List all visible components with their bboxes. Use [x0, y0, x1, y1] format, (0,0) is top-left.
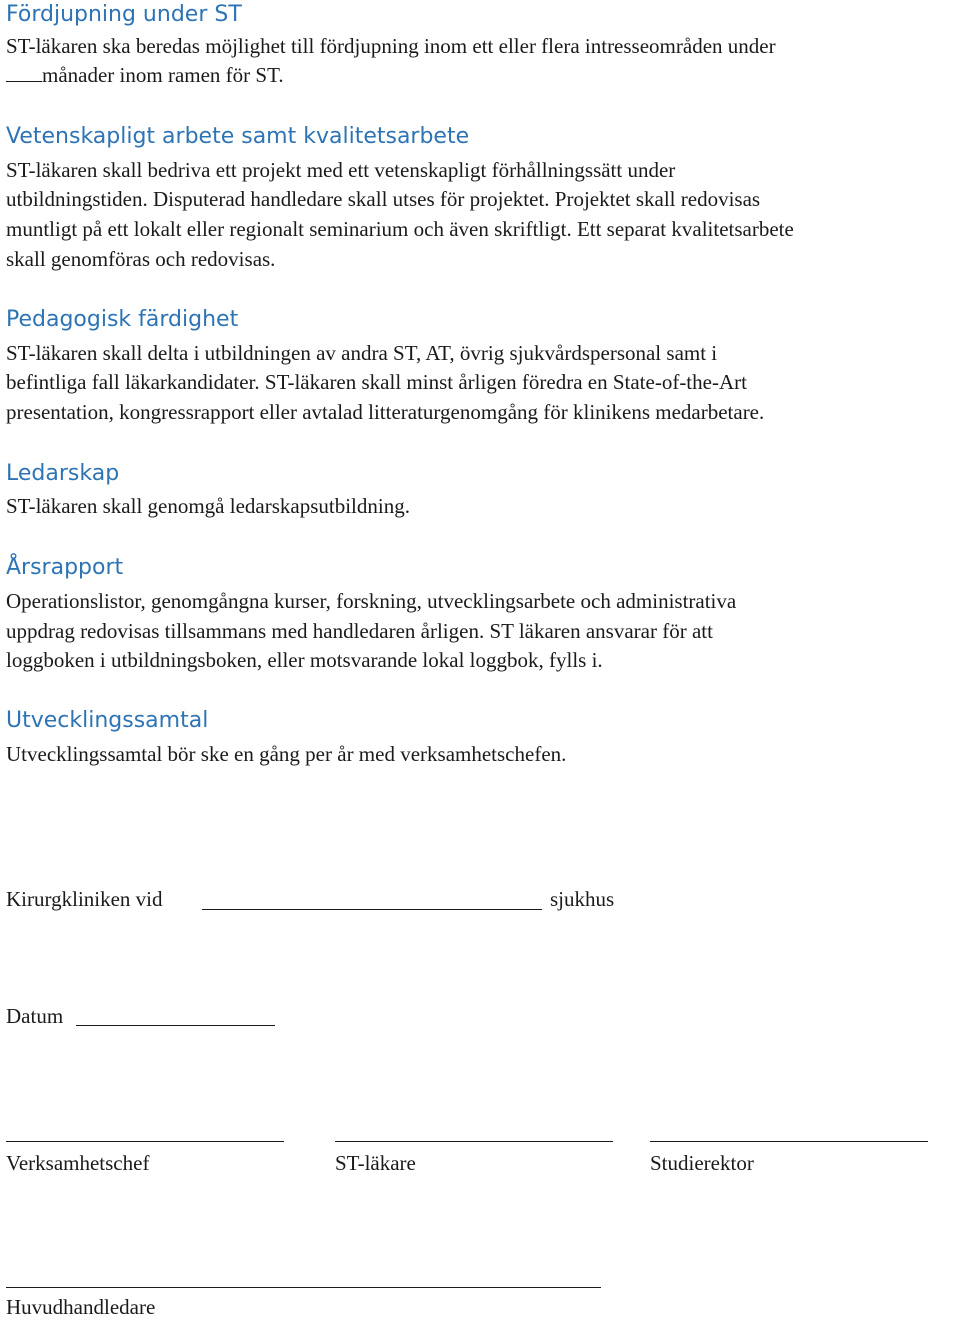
heading-ledarskap: Ledarskap [6, 461, 120, 486]
months-blank-line [6, 63, 42, 82]
arsrapport-line-3: loggboken i utbildningsboken, eller motsvarande lokal loggbok, fylls i. [6, 648, 603, 672]
utvecklingssamtal-line-1: Utvecklingssamtal bör ske en gång per år med verksamhetschefen. [6, 742, 567, 766]
heading-arsrapport: Årsrapport [6, 555, 124, 580]
vetenskapligt-line-4: skall genomföras och redovisas. [6, 247, 276, 271]
fordjupning-line-2: månader inom ramen för ST. [42, 63, 284, 87]
arsrapport-line-1: Operationslistor, genomgångna kurser, forskning, utvecklingsarbete och administrativa [6, 589, 737, 613]
signature-line-verksamhetschef[interactable] [6, 1141, 284, 1142]
clinic-prefix-label: Kirurgkliniken vid [6, 887, 163, 911]
signature-line-huvudhandledare[interactable] [6, 1287, 601, 1288]
pedagogisk-line-1: ST-läkaren skall delta i utbildningen av andra ST, AT, övrig sjukvårdspersonal samt i [6, 341, 718, 365]
signature-label-verksamhetschef: Verksamhetschef [6, 1151, 150, 1175]
signature-label-st-lakare: ST-läkare [335, 1151, 416, 1175]
date-line[interactable] [76, 1025, 275, 1026]
pedagogisk-line-2: befintliga fall läkarkandidater. ST-läkaren skall minst årligen föredra en State-of-the-Art [6, 370, 747, 394]
heading-fordjupning: Fördjupning under ST [6, 2, 242, 27]
signature-label-studierektor: Studierektor [650, 1151, 754, 1175]
signature-label-huvudhandledare: Huvudhandledare [6, 1295, 156, 1319]
fordjupning-line-2-row [6, 60, 284, 90]
clinic-name-line[interactable] [202, 909, 542, 910]
vetenskapligt-line-1: ST-läkaren skall bedriva ett projekt med ett vetenskapligt förhållningssätt under [6, 158, 676, 182]
vetenskapligt-line-3: muntligt på ett lokalt eller regionalt seminarium och även skriftligt. Ett separat kvalitetsarbete [6, 217, 794, 241]
pedagogisk-line-3: presentation, kongressrapport eller avtalad litteraturgenomgång för klinikens medarbetare. [6, 400, 765, 424]
heading-utvecklingssamtal: Utvecklingssamtal [6, 708, 209, 733]
date-label: Datum [6, 1004, 64, 1028]
heading-pedagogisk-fardighet: Pedagogisk färdighet [6, 307, 239, 332]
signature-line-st-lakare[interactable] [335, 1141, 613, 1142]
fordjupning-line-1: ST-läkaren ska beredas möjlighet till fördjupning inom ett eller flera intresseområden under [6, 34, 776, 58]
clinic-suffix-label: sjukhus [550, 887, 615, 911]
signature-line-studierektor[interactable] [650, 1141, 928, 1142]
arsrapport-line-2: uppdrag redovisas tillsammans med handledaren årligen. ST läkaren ansvarar för att [6, 619, 713, 643]
vetenskapligt-line-2: utbildningstiden. Disputerad handledare skall utses för projektet. Projektet skall redovisas [6, 187, 761, 211]
ledarskap-line-1: ST-läkaren skall genomgå ledarskapsutbildning. [6, 494, 410, 518]
heading-vetenskapligt-arbete: Vetenskapligt arbete samt kvalitetsarbete [6, 124, 470, 149]
